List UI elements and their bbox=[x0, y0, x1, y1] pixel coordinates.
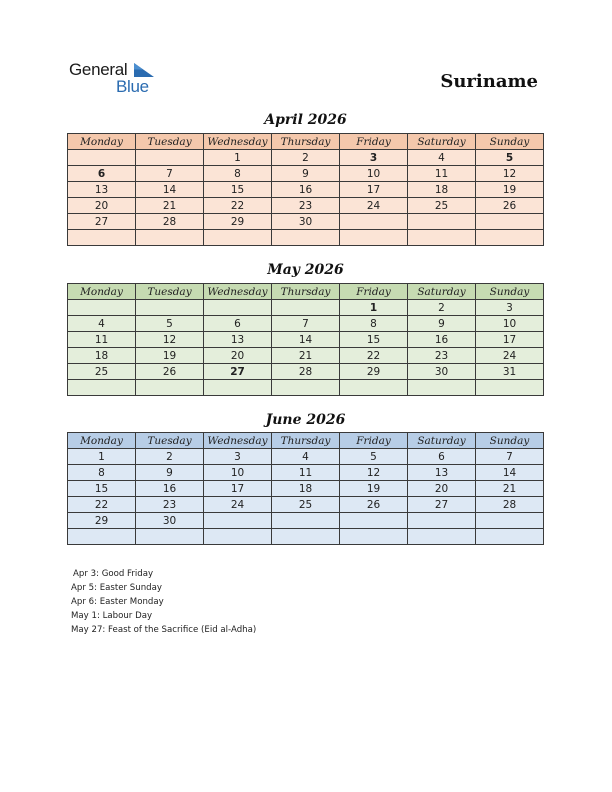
week-row bbox=[68, 214, 544, 230]
day-cell: 26 bbox=[136, 364, 204, 380]
weekday-header-row bbox=[68, 134, 544, 150]
day-cell: 1 bbox=[68, 449, 136, 465]
day-cell: 4 bbox=[68, 316, 136, 332]
day-cell: 22 bbox=[204, 198, 272, 214]
day-cell: 28 bbox=[136, 214, 204, 230]
weekday-sunday: Sunday bbox=[476, 284, 544, 300]
day-cell: 1 bbox=[204, 150, 272, 166]
day-cell: 16 bbox=[408, 332, 476, 348]
logo-general-text: General bbox=[69, 60, 128, 79]
week-row bbox=[68, 198, 544, 214]
weekday-saturday: Saturday bbox=[408, 433, 476, 449]
day-cell: 29 bbox=[340, 364, 408, 380]
week-row bbox=[68, 300, 544, 316]
empty-day-cell bbox=[476, 513, 544, 529]
week-row bbox=[68, 465, 544, 481]
calendar-may bbox=[67, 283, 544, 396]
holiday-day-cell: 3 bbox=[340, 150, 408, 166]
holiday-item: Apr 3: Good Friday bbox=[73, 569, 154, 579]
day-cell: 23 bbox=[272, 198, 340, 214]
day-cell: 13 bbox=[68, 182, 136, 198]
weekday-wednesday: Wednesday bbox=[204, 433, 272, 449]
weekday-header-row bbox=[68, 284, 544, 300]
day-cell: 2 bbox=[136, 449, 204, 465]
empty-day-cell bbox=[136, 230, 204, 246]
month-title-may: May 2026 bbox=[267, 262, 344, 278]
empty-day-cell bbox=[136, 529, 204, 545]
empty-day-cell bbox=[340, 214, 408, 230]
weekday-saturday: Saturday bbox=[408, 134, 476, 150]
day-cell: 2 bbox=[272, 150, 340, 166]
empty-day-cell bbox=[136, 380, 204, 396]
day-cell: 20 bbox=[408, 481, 476, 497]
empty-day-cell bbox=[68, 529, 136, 545]
day-cell: 15 bbox=[340, 332, 408, 348]
day-cell: 17 bbox=[340, 182, 408, 198]
day-cell: 10 bbox=[204, 465, 272, 481]
weekday-monday: Monday bbox=[68, 284, 136, 300]
day-cell: 21 bbox=[136, 198, 204, 214]
holiday-item: May 1: Labour Day bbox=[71, 611, 153, 621]
day-cell: 17 bbox=[476, 332, 544, 348]
day-cell: 4 bbox=[272, 449, 340, 465]
month-title-june: June 2026 bbox=[265, 412, 346, 428]
empty-day-cell bbox=[340, 230, 408, 246]
week-row bbox=[68, 166, 544, 182]
day-cell: 6 bbox=[408, 449, 476, 465]
day-cell: 14 bbox=[476, 465, 544, 481]
week-row bbox=[68, 332, 544, 348]
day-cell: 8 bbox=[68, 465, 136, 481]
day-cell: 9 bbox=[136, 465, 204, 481]
day-cell: 12 bbox=[476, 166, 544, 182]
empty-day-cell bbox=[476, 529, 544, 545]
weekday-tuesday: Tuesday bbox=[136, 284, 204, 300]
day-cell: 24 bbox=[204, 497, 272, 513]
day-cell: 24 bbox=[476, 348, 544, 364]
empty-day-cell bbox=[204, 513, 272, 529]
empty-day-cell bbox=[272, 300, 340, 316]
empty-day-cell bbox=[408, 380, 476, 396]
day-cell: 23 bbox=[136, 497, 204, 513]
day-cell: 10 bbox=[340, 166, 408, 182]
day-cell: 24 bbox=[340, 198, 408, 214]
empty-day-cell bbox=[340, 513, 408, 529]
day-cell: 12 bbox=[340, 465, 408, 481]
weekday-saturday: Saturday bbox=[408, 284, 476, 300]
day-cell: 8 bbox=[340, 316, 408, 332]
holiday-day-cell: 6 bbox=[68, 166, 136, 182]
day-cell: 27 bbox=[408, 497, 476, 513]
day-cell: 20 bbox=[204, 348, 272, 364]
empty-day-cell bbox=[204, 380, 272, 396]
day-cell: 7 bbox=[136, 166, 204, 182]
day-cell: 2 bbox=[408, 300, 476, 316]
month-title-april: April 2026 bbox=[264, 112, 347, 128]
empty-day-cell bbox=[408, 230, 476, 246]
day-cell: 15 bbox=[68, 481, 136, 497]
brand-logo bbox=[69, 60, 159, 96]
day-cell: 18 bbox=[408, 182, 476, 198]
week-row bbox=[68, 481, 544, 497]
day-cell: 26 bbox=[476, 198, 544, 214]
holiday-day-cell: 5 bbox=[476, 150, 544, 166]
empty-day-cell bbox=[272, 230, 340, 246]
empty-day-cell bbox=[408, 513, 476, 529]
day-cell: 31 bbox=[476, 364, 544, 380]
day-cell: 19 bbox=[476, 182, 544, 198]
weekday-thursday: Thursday bbox=[272, 284, 340, 300]
day-cell: 6 bbox=[204, 316, 272, 332]
holiday-list bbox=[73, 567, 256, 637]
empty-day-cell bbox=[204, 230, 272, 246]
calendar-april bbox=[67, 133, 544, 246]
day-cell: 13 bbox=[204, 332, 272, 348]
empty-day-cell bbox=[68, 230, 136, 246]
day-cell: 4 bbox=[408, 150, 476, 166]
day-cell: 21 bbox=[476, 481, 544, 497]
weekday-wednesday: Wednesday bbox=[204, 134, 272, 150]
weekday-monday: Monday bbox=[68, 134, 136, 150]
day-cell: 8 bbox=[204, 166, 272, 182]
holiday-day-cell: 1 bbox=[340, 300, 408, 316]
day-cell: 18 bbox=[68, 348, 136, 364]
day-cell: 28 bbox=[476, 497, 544, 513]
empty-day-cell bbox=[68, 380, 136, 396]
weekday-friday: Friday bbox=[340, 433, 408, 449]
day-cell: 30 bbox=[272, 214, 340, 230]
day-cell: 5 bbox=[136, 316, 204, 332]
day-cell: 22 bbox=[340, 348, 408, 364]
calendar-april-body bbox=[68, 150, 544, 246]
day-cell: 11 bbox=[272, 465, 340, 481]
country-title: Suriname bbox=[440, 71, 538, 92]
day-cell: 21 bbox=[272, 348, 340, 364]
empty-day-cell bbox=[408, 214, 476, 230]
day-cell: 30 bbox=[136, 513, 204, 529]
calendar-june-body bbox=[68, 449, 544, 545]
holiday-item: May 27: Feast of the Sacrifice (Eid al-Adha) bbox=[71, 625, 257, 635]
week-row bbox=[68, 449, 544, 465]
empty-day-cell bbox=[476, 230, 544, 246]
empty-day-cell bbox=[408, 529, 476, 545]
day-cell: 19 bbox=[136, 348, 204, 364]
day-cell: 29 bbox=[68, 513, 136, 529]
weekday-monday: Monday bbox=[68, 433, 136, 449]
day-cell: 11 bbox=[408, 166, 476, 182]
logo-flag-icon bbox=[134, 63, 154, 77]
empty-day-cell bbox=[272, 529, 340, 545]
day-cell: 15 bbox=[204, 182, 272, 198]
empty-day-cell bbox=[340, 529, 408, 545]
weekday-friday: Friday bbox=[340, 134, 408, 150]
holiday-day-cell: 27 bbox=[204, 364, 272, 380]
weekday-wednesday: Wednesday bbox=[204, 284, 272, 300]
weekday-thursday: Thursday bbox=[272, 134, 340, 150]
weekday-tuesday: Tuesday bbox=[136, 433, 204, 449]
day-cell: 7 bbox=[272, 316, 340, 332]
empty-day-cell bbox=[204, 300, 272, 316]
calendar-may-body bbox=[68, 300, 544, 396]
day-cell: 25 bbox=[272, 497, 340, 513]
empty-day-cell bbox=[272, 513, 340, 529]
day-cell: 9 bbox=[408, 316, 476, 332]
day-cell: 20 bbox=[68, 198, 136, 214]
week-row bbox=[68, 316, 544, 332]
day-cell: 12 bbox=[136, 332, 204, 348]
day-cell: 5 bbox=[340, 449, 408, 465]
day-cell: 17 bbox=[204, 481, 272, 497]
empty-day-cell bbox=[204, 529, 272, 545]
weekday-sunday: Sunday bbox=[476, 433, 544, 449]
day-cell: 13 bbox=[408, 465, 476, 481]
logo-blue-text: Blue bbox=[116, 77, 149, 96]
day-cell: 3 bbox=[204, 449, 272, 465]
weekday-sunday: Sunday bbox=[476, 134, 544, 150]
day-cell: 29 bbox=[204, 214, 272, 230]
empty-day-cell bbox=[476, 214, 544, 230]
day-cell: 22 bbox=[68, 497, 136, 513]
week-row bbox=[68, 380, 544, 396]
day-cell: 14 bbox=[136, 182, 204, 198]
week-row bbox=[68, 150, 544, 166]
week-row bbox=[68, 529, 544, 545]
week-row bbox=[68, 513, 544, 529]
day-cell: 25 bbox=[68, 364, 136, 380]
empty-day-cell bbox=[340, 380, 408, 396]
empty-day-cell bbox=[476, 380, 544, 396]
day-cell: 25 bbox=[408, 198, 476, 214]
empty-day-cell bbox=[136, 300, 204, 316]
day-cell: 3 bbox=[476, 300, 544, 316]
day-cell: 27 bbox=[68, 214, 136, 230]
week-row bbox=[68, 230, 544, 246]
week-row bbox=[68, 348, 544, 364]
weekday-friday: Friday bbox=[340, 284, 408, 300]
day-cell: 30 bbox=[408, 364, 476, 380]
day-cell: 18 bbox=[272, 481, 340, 497]
weekday-header-row bbox=[68, 433, 544, 449]
day-cell: 9 bbox=[272, 166, 340, 182]
day-cell: 14 bbox=[272, 332, 340, 348]
holiday-item: Apr 5: Easter Sunday bbox=[71, 583, 162, 593]
weekday-tuesday: Tuesday bbox=[136, 134, 204, 150]
holiday-item: Apr 6: Easter Monday bbox=[71, 597, 164, 607]
day-cell: 10 bbox=[476, 316, 544, 332]
day-cell: 28 bbox=[272, 364, 340, 380]
day-cell: 11 bbox=[68, 332, 136, 348]
weekday-thursday: Thursday bbox=[272, 433, 340, 449]
calendar-june bbox=[67, 432, 544, 545]
day-cell: 16 bbox=[136, 481, 204, 497]
week-row bbox=[68, 182, 544, 198]
empty-day-cell bbox=[68, 150, 136, 166]
empty-day-cell bbox=[272, 380, 340, 396]
empty-day-cell bbox=[68, 300, 136, 316]
week-row bbox=[68, 364, 544, 380]
day-cell: 16 bbox=[272, 182, 340, 198]
week-row bbox=[68, 497, 544, 513]
day-cell: 23 bbox=[408, 348, 476, 364]
day-cell: 7 bbox=[476, 449, 544, 465]
empty-day-cell bbox=[136, 150, 204, 166]
day-cell: 26 bbox=[340, 497, 408, 513]
day-cell: 19 bbox=[340, 481, 408, 497]
